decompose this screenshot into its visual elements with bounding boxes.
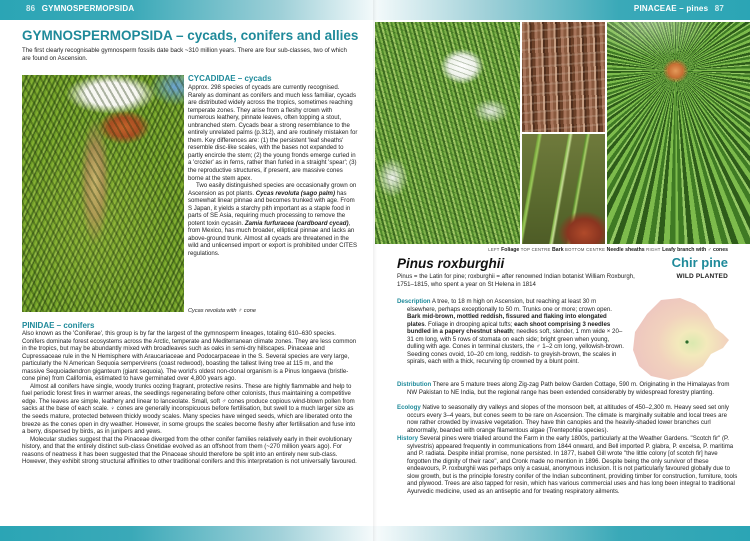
text-span: Several pines were trialled around the Farm in the early 1800s, particularly at the Weather Gardens. "Scotch fir" (P. sylvestris) appeared frequently in communications from 1844 onward, and Bell imported P. glabra, P. excelsa, P. maritima and P. radiata. Despite initial promise, none persisted. In 1877, Isabell Gill wrote "the little colony [of scotch fir] have forgotten the dignity of their race", and Cronk made no mention in 1896. Despite being the only survivor of these endeavours, P. roxburghii was perhaps only a casual, anonymous inclusion. It is not particularly favoured globally due to slow growth, but is the principle forestry conifer of the Indian subcontinent, providing timber for construction, furniture, tools and plywood. Trees are also tapped for resin, which has various commercial uses and has long been integral to traditional Ayurvedic medicine, used as an antiseptic and for treating respiratory ailments. — [407, 435, 738, 495]
cycadidae-paragraph-2 — [188, 182, 358, 257]
text-span: . Foliage in drooping apical tufts; — [424, 320, 515, 328]
foliage-photo — [375, 22, 520, 244]
book-gutter — [373, 0, 377, 541]
leafy-branch-photo — [607, 22, 750, 244]
caption-label: Bark — [552, 247, 564, 253]
species-cycas-revoluta: Cycas revoluta (sago palm) — [255, 189, 335, 197]
caption-label: Needle sheaths — [606, 247, 645, 253]
status-badge: WILD PLANTED — [676, 273, 728, 280]
ascension-distribution-map — [625, 294, 735, 382]
caption-position: RIGHT — [646, 247, 661, 252]
text-span: A tree, to 18 m high on Ascension, but reaching at least 30 m elsewhere, perhaps exceptionally to 50 m. Trunks one or more; crown open. — [407, 298, 612, 313]
running-head-left — [22, 4, 134, 13]
pinidae-paragraph-1: Also known as the 'Coniferae', this group is by far the largest of the gymnosperm lineages, totaling 610–630 species. Conifers dominate forest ecosystems across the Arctic, temperate and Mediterranean climate zones. They are less common in the tropics, but may be abundantly mixed with broadleaves such as oaks in semi-dry hillscapes. Pinaceae and Cupressaceae rule in the N Hemisphere with Araucariaceae and Podocarpaceae in the S. Several species are very large, particularly the N American Sequoia sempervirens (coast redwood), boasting the tallest living tree at 115 m, and the massive Sequoiadendron giganteum (giant sequoia). The world's oldest non-clonal organism is a Pinus longaeva (bristle-cone pine) from California, estimated to have germinated over 4,800 years ago. — [22, 330, 357, 383]
cycadidae-text — [188, 84, 358, 258]
text-span: has somewhat linear pinnae and becomes trunked with age. From S Japan, it yields a starchy pith important as a staple food in parts of SE Asia, requiring much processing to remove the potent toxin cycasin. — [188, 189, 355, 227]
text-span: There are 5 mature trees along Zig-zag Path below Garden Cottage, 590 m. Originating in the Himalayas from NW Pakistan to NE India, but the regional range has been extended considerably by widespread forestry planting. — [407, 381, 730, 396]
bottom-color-band — [375, 526, 750, 541]
needle-sheaths-photo — [522, 134, 605, 244]
text-span: ; needles soft, slender, 1 mm wide × 20–31 cm long, with 5 rows of stomata on each side; bright green when young, dulling with age. Cones in terminal clusters, the ♂ 1–2 cm long, yellowish-brown. Seeding cones ovoid, 10–20 cm long, reddish- to greyish-brown, the scales in spirals, each with a thick, recurving tip crowned by a blunt point. — [407, 328, 624, 366]
pinidae-text — [22, 330, 357, 466]
entry-term: Distribution — [397, 381, 432, 388]
right-page — [375, 0, 750, 541]
photo-strip-caption — [488, 247, 728, 253]
entry-history — [397, 435, 739, 495]
etymology: Pinus = the Latin for pine; roxburghii = after renowned Indian botanist William Roxburgh, 1751–1815, who spent a year on St Helena in 1814 — [397, 273, 635, 288]
bold-span: each shoot comprising 3 needles bundled in a papery chestnut sheath — [407, 320, 611, 336]
intro-paragraph: The first clearly recognisable gymnosperm fossils date back ~310 million years. There are four sub-classes, two of which are found on Ascension. — [22, 47, 347, 62]
caption-position: TOP CENTRE — [520, 247, 551, 252]
running-head-section: PINACEAE – pines — [633, 4, 709, 13]
entry-term: Ecology — [397, 404, 421, 411]
species-common-name: Chir pine — [671, 255, 728, 270]
caption-position: BOTTOM CENTRE — [565, 247, 606, 252]
entry-ecology — [397, 404, 739, 434]
cycadidae-heading: CYCADIDAE – cycads — [188, 74, 272, 83]
page-title: GYMNOSPERMOPSIDA – cycads, conifers and allies — [22, 28, 359, 43]
bold-span: Bark mid-brown, mottled reddish, fissured and flaking into elongated plates — [407, 313, 607, 328]
text-span: , from Mexico, has much broader, elliptical pinnae and lacks an above-ground trunk. Almost all cycads are threatened in the wild and unlicensed import or export is prohibited under CITES regulations. — [188, 219, 358, 258]
pinidae-paragraph-3: Molecular studies suggest that the Pinaceae diverged from the other conifer families relatively early in their evolutionary history, and that the entirely distinct sub-class Gnetidae evolved as an offshoot from them (~270 million years ago). For reasons of neatness it has been suggested that the Pinaceae should therefore be split into an entirely new sub-class. However, they exhibit strong structural affinities to other traditional conifers and this interpretation is not universally favoured. — [22, 435, 357, 466]
pinidae-paragraph-2: Almost all conifers have single, woody trunks oozing fragrant, protective resins. These are highly flammable and help to fuel periodic forest fires in warmer areas, the seedlings regenerating before other colonists, thus maintaining a competitive edge. The leaves are simple, leathery and linear to lanceolate. Small, soft ♂ cones produce copious wind-blown pollen from sacks at the base of each scale. ♀ cones are generally inconspicuous before fertilisation, but swell to a much larger size as the seeds mature, protected between thickly woody scales. Many species have winged seeds, which are liberated onto the breeze as the cones open in dry weather. However, in some groups the scales become fleshy after fertilisation and fuse into a berry, dispersed by birds, as in junipers and yews. — [22, 382, 356, 436]
species-scientific-name: Pinus roxburghii — [397, 256, 505, 271]
pinidae-heading: PINIDAE – conifers — [22, 321, 95, 330]
cycadidae-paragraph-1: Approx. 298 species of cycads are currently recognised. Rarely as dominant as conifers and much less familiar, cycads are distributed widely across the tropics, sometimes reaching temperate zones. They arise from a fleshy crown with numerous leathery, pinnate leaves, often topping a stout, unbranched stem. Cycads bear a strong resemblance to the entirely unrelated palms (p.312), and are routinely mistaken for them. Key differences are: (1) the persistent 'leaf sheaths' resemble disc-like scales, with the bases not expanded to partly encircle the stem; (2) the young fronds emerge curled in a 'crozier' as in ferns, rather than furled in a straight 'spear'; (3) the reproductive structures, if present, are massive cones borne at the stem apex. — [188, 84, 358, 182]
text-span: Two easily distinguished species are occasionally grown on Ascension as pot plants. — [188, 182, 357, 197]
caption-label: Foliage — [501, 247, 520, 253]
bottom-color-band — [0, 526, 375, 541]
text-span: Native to seasonally dry valleys and slopes of the monsoon belt, at altitudes of 450–2,300 m. Heavy seed set only occurs every 3–4 years, but cones seem to be rare on Ascension. The climate is marginally suitable and local trees are now rather crowded by invasive vegetation. They have thin canopies and the heavily-shaded lower branches curl abnormally, bearded with orange filamentous algae (Trentepohlia species). — [407, 404, 729, 434]
distribution-dot — [685, 340, 688, 343]
running-head-right — [634, 4, 728, 13]
entry-description — [397, 298, 625, 366]
page-number: 86 — [26, 4, 36, 13]
caption-position: LEFT — [488, 247, 500, 252]
entry-distribution — [397, 381, 739, 396]
entry-term: Description — [397, 298, 431, 305]
bark-photo — [522, 22, 605, 132]
cycad-photo — [22, 75, 184, 312]
species-zamia-furfuracea: Zamia furfuracea (cardboard cycad) — [244, 219, 349, 227]
running-head-section: GYMNOSPERMOPSIDA — [41, 4, 135, 13]
photo-caption: Cycas revoluta with ♂ cone — [188, 308, 256, 314]
caption-label: Leafy branch with ♂ cones — [662, 247, 728, 253]
entry-term: History — [397, 435, 418, 442]
page-number: 87 — [714, 4, 724, 13]
